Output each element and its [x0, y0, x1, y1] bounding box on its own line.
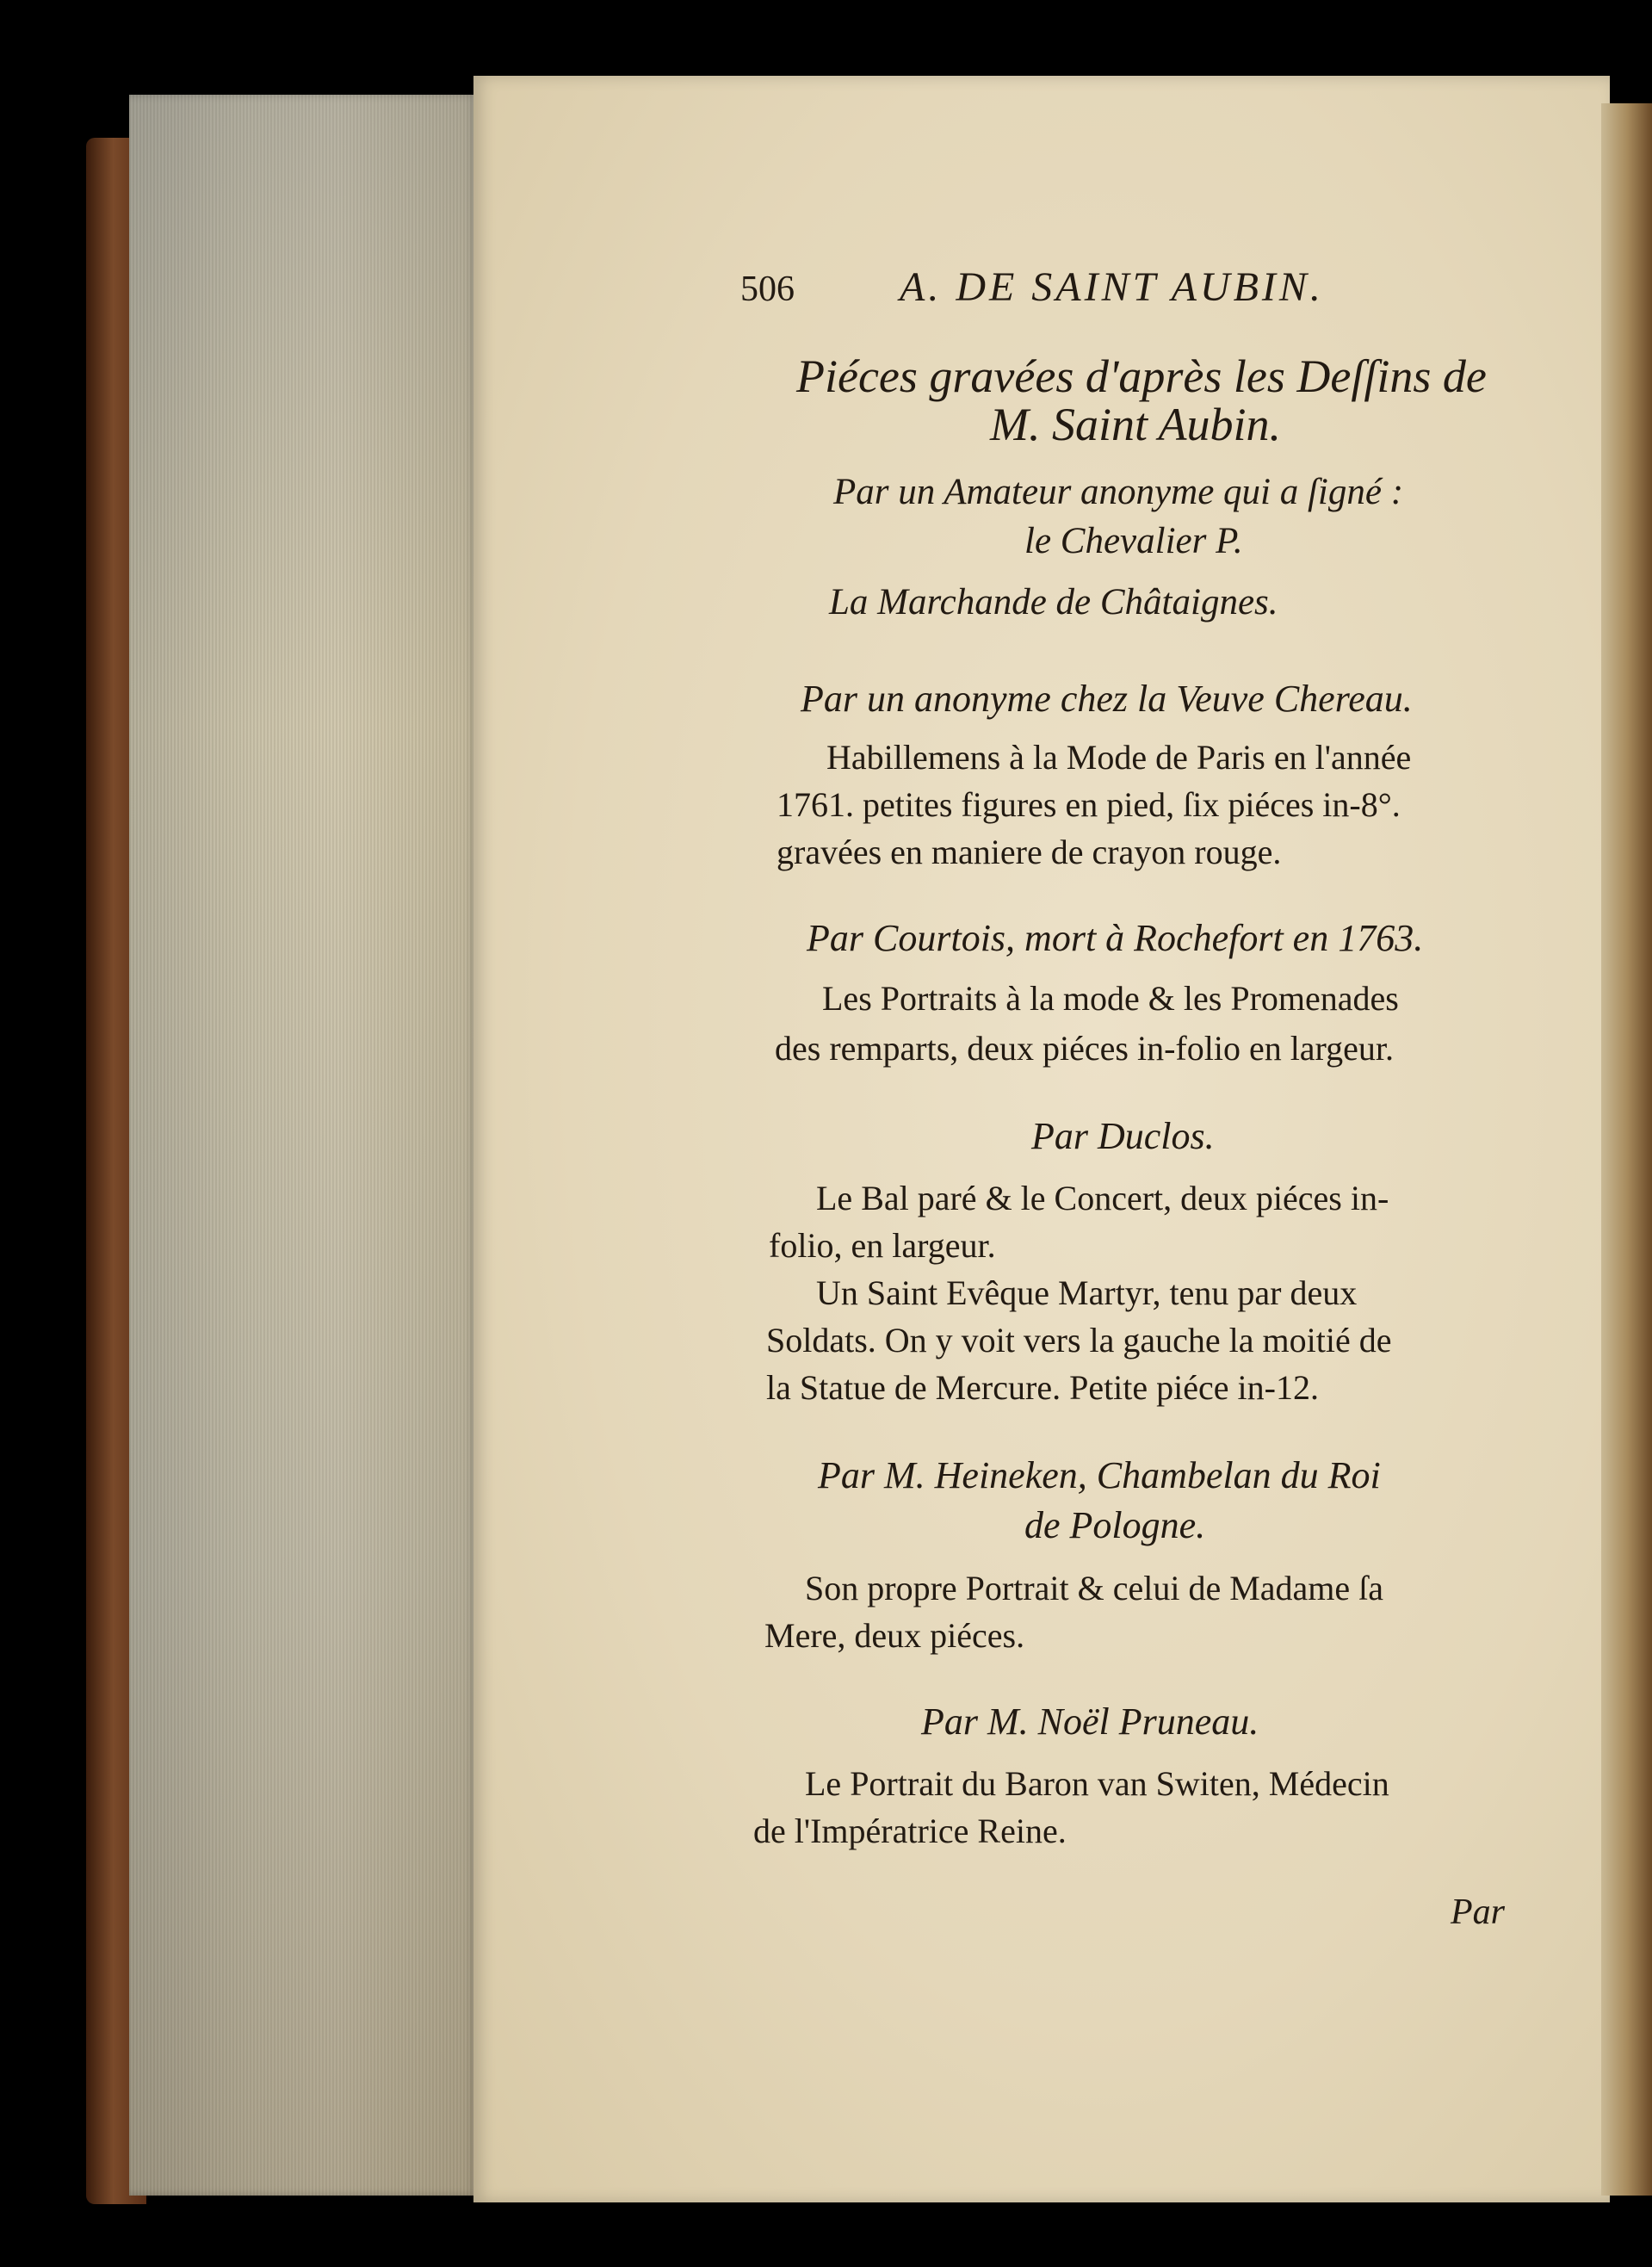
author-line: le Chevalier P. — [1024, 521, 1243, 561]
author-line: Par M. Heineken, Chambelan du Roi — [818, 1454, 1381, 1496]
heading-line-2: M. Saint Aubin. — [990, 399, 1282, 450]
author-line: de Pologne. — [1024, 1504, 1206, 1546]
entry-line: Mere, deux piéces. — [764, 1616, 1025, 1655]
author-line: Par un anonyme chez la Veuve Chereau. — [801, 678, 1413, 720]
author-line: Par Duclos. — [1031, 1115, 1215, 1157]
entry-line: Son propre Portrait & celui de Madame ſa — [805, 1569, 1384, 1607]
page-number: 506 — [740, 269, 795, 309]
entry-line: 1761. petites figures en pied, ſix piéces in-8°. — [777, 785, 1401, 824]
entry-line: folio, en largeur. — [769, 1226, 996, 1265]
entry-line: des remparts, deux piéces in-folio en largeur. — [775, 1029, 1395, 1068]
entry-line: Le Bal paré & le Concert, deux piéces in- — [816, 1179, 1389, 1217]
entry-line: la Statue de Mercure. Petite piéce in-12. — [766, 1368, 1319, 1407]
entry-line: Soldats. On y voit vers la gauche la moitié de — [766, 1321, 1392, 1360]
entry-line: Le Portrait du Baron van Switen, Médecin — [805, 1764, 1389, 1803]
heading-line-1: Piéces gravées d'après les Deſſins de — [796, 350, 1487, 402]
catchword: Par — [1451, 1892, 1505, 1932]
entry-line: Habillemens à la Mode de Paris en l'année — [826, 738, 1412, 777]
author-line: Par Courtois, mort à Rochefort en 1763. — [807, 917, 1424, 959]
author-line: Par M. Noël Pruneau. — [921, 1700, 1259, 1743]
entry-line: Les Portraits à la mode & les Promenades — [822, 979, 1399, 1018]
entry-line: La Marchande de Châtaignes. — [829, 582, 1278, 622]
author-line: Par un Amateur anonyme qui a ſigné : — [833, 472, 1404, 512]
running-title: A. DE SAINT AUBIN. — [900, 264, 1324, 310]
entry-line: Un Saint Evêque Martyr, tenu par deux — [816, 1273, 1358, 1312]
entry-line: de l'Impératrice Reine. — [753, 1812, 1067, 1850]
entry-line: gravées en maniere de crayon rouge. — [777, 833, 1282, 871]
